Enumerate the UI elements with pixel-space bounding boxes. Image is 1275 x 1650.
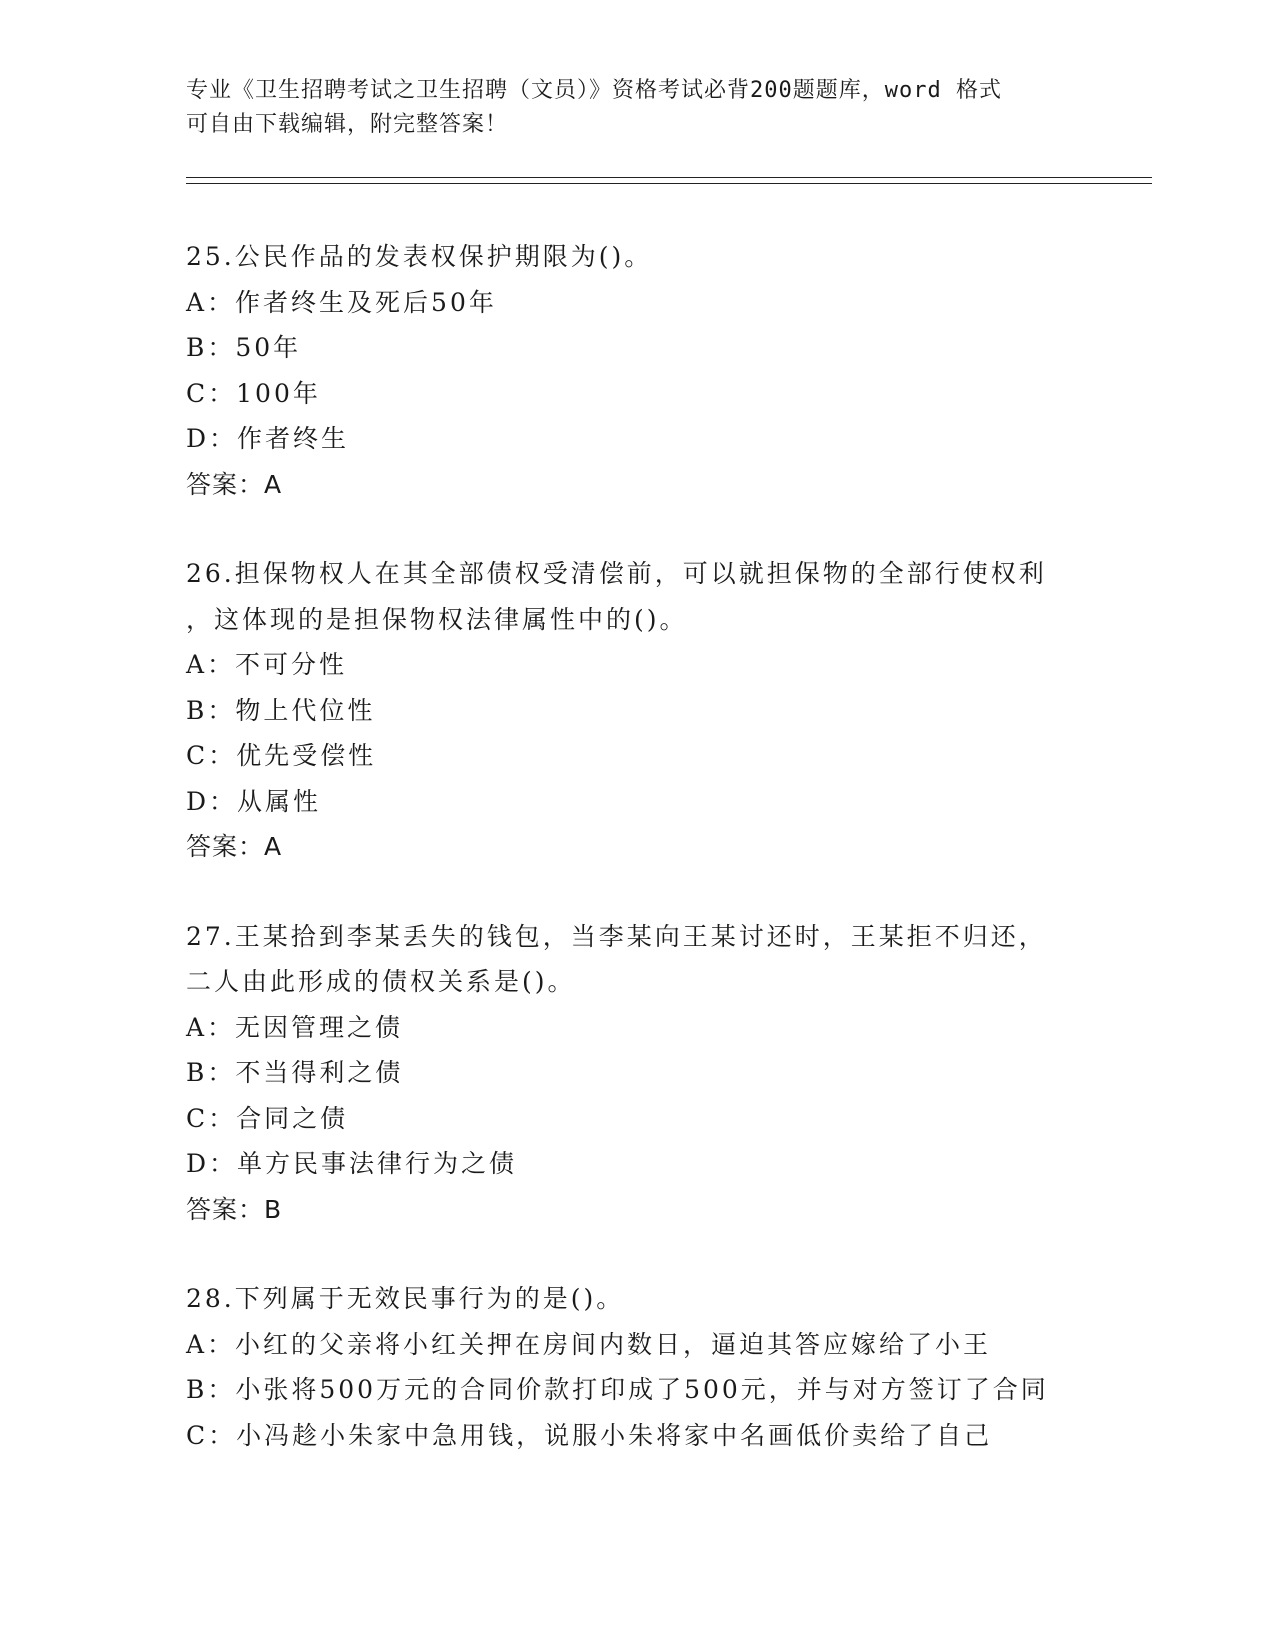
option-b: B：物上代位性 — [186, 695, 376, 725]
option-d: D：单方民事法律行为之债 — [186, 1149, 518, 1178]
question-item — [186, 1276, 1086, 1458]
question-stem: 26.担保物权人在其全部债权受清偿前，可以就担保物的全部行使权利 — [186, 559, 1047, 588]
question-stem-continued: ，这体现的是担保物权法律属性中的()。 — [186, 604, 688, 634]
question-stem-continued: 二人由此形成的债权关系是()。 — [186, 967, 576, 996]
option-c: C：合同之债 — [186, 1103, 349, 1133]
option-c: C：优先受偿性 — [186, 741, 377, 770]
option-c: C：小冯趁小朱家中急用钱，说服小朱将家中名画低价卖给了自己 — [186, 1420, 993, 1450]
question-stem: 27.王某拾到李某丢失的钱包，当李某向王某讨还时，王某拒不归还， — [186, 921, 1047, 951]
header-line-1: 专业《卫生招聘考试之卫生招聘（文员）》资格考试必背200题题库，word 格式 — [186, 78, 1002, 103]
option-b: B：不当得利之债 — [186, 1058, 404, 1087]
option-a: A：作者终生及死后50年 — [186, 287, 497, 317]
option-b: B：50年 — [186, 333, 302, 362]
option-d: D：从属性 — [186, 786, 322, 816]
answer-line: 答案：A — [186, 469, 283, 499]
header-divider-top — [186, 177, 1152, 178]
option-c: C：100年 — [186, 378, 321, 408]
question-item — [186, 234, 1086, 507]
header-divider-bottom — [186, 183, 1152, 184]
answer-line: 答案：B — [186, 1194, 283, 1224]
option-a: A：不可分性 — [186, 650, 348, 679]
question-item — [186, 914, 1086, 1233]
option-a: A：无因管理之债 — [186, 1012, 404, 1042]
question-stem: 28.下列属于无效民事行为的是()。 — [186, 1284, 625, 1313]
option-b: B：小张将500万元的合同价款打印成了500元，并与对方签订了合同 — [186, 1375, 1049, 1404]
option-d: D：作者终生 — [186, 424, 350, 453]
document-header — [186, 74, 1086, 142]
question-list — [186, 234, 1086, 1502]
question-stem: 25.公民作品的发表权保护期限为()。 — [186, 242, 653, 271]
answer-line: 答案：A — [186, 832, 283, 861]
header-line-2: 可自由下载编辑，附完整答案！ — [186, 112, 509, 137]
option-a: A：小红的父亲将小红关押在房间内数日，逼迫其答应嫁给了小王 — [186, 1329, 992, 1359]
question-item — [186, 551, 1086, 870]
